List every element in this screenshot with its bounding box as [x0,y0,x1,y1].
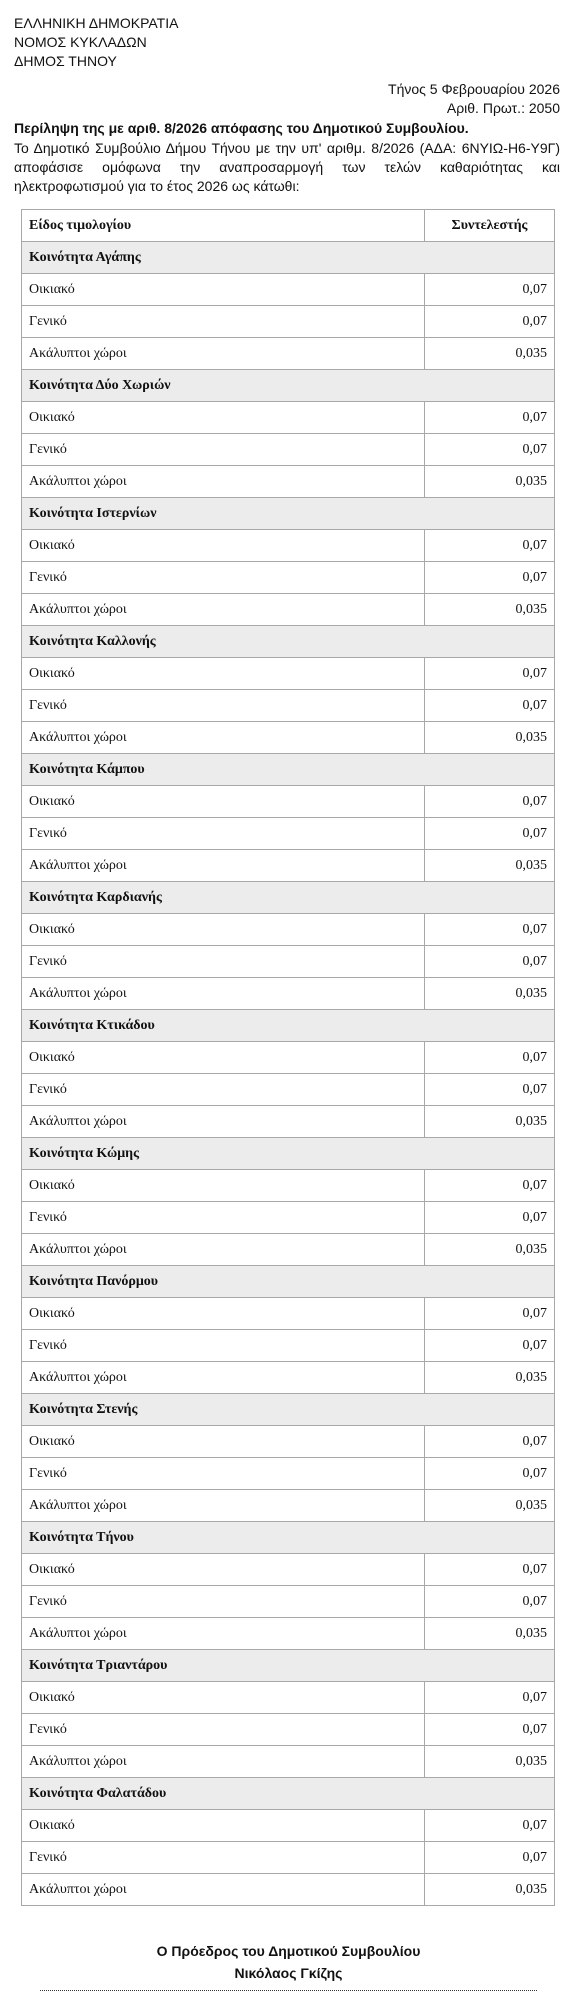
signatory-name: Νικόλαος Γκίζης [234,1965,343,1981]
community-name: Κοινότητα Αγάπης [22,242,555,274]
community-name: Κοινότητα Πανόρμου [22,1266,555,1298]
rate-cell: 0,07 [425,1074,555,1106]
tariff-type-cell: Γενικό [22,434,425,466]
rate-cell: 0,07 [425,1042,555,1074]
table-row [22,1458,555,1490]
table-row [22,594,555,626]
table-row [22,1618,555,1650]
header-line-prefecture: ΝΟΜΟΣ ΚΥΚΛΑΔΩΝ [14,34,147,50]
table-row [22,402,555,434]
table-row [22,978,555,1010]
table-row [22,1874,555,1906]
community-name: Κοινότητα Δύο Χωριών [22,370,555,402]
table-row [22,1074,555,1106]
table-row [22,1234,555,1266]
community-group-row [22,882,555,914]
tariff-type-cell: Ακάλυπτοι χώροι [22,594,425,626]
tariff-type-cell: Γενικό [22,1714,425,1746]
rate-cell: 0,07 [425,1330,555,1362]
table-row [22,1330,555,1362]
rate-cell: 0,07 [425,530,555,562]
tariff-type-cell: Ακάλυπτοι χώροι [22,1362,425,1394]
community-group-row [22,498,555,530]
tariff-type-cell: Οικιακό [22,1682,425,1714]
table-row [22,690,555,722]
rate-cell: 0,035 [425,1234,555,1266]
tariff-type-cell: Οικιακό [22,1554,425,1586]
community-name: Κοινότητα Καλλονής [22,626,555,658]
table-row [22,1298,555,1330]
rate-cell: 0,07 [425,1298,555,1330]
community-group-row [22,1778,555,1810]
tariff-type-cell: Γενικό [22,1458,425,1490]
community-group-row [22,370,555,402]
table-row [22,658,555,690]
table-row [22,1426,555,1458]
community-name: Κοινότητα Κτικάδου [22,1010,555,1042]
tariff-type-cell: Οικιακό [22,914,425,946]
table-row [22,1746,555,1778]
fees-table [21,209,555,1906]
rate-cell: 0,07 [425,1426,555,1458]
table-row [22,1170,555,1202]
rate-cell: 0,035 [425,1362,555,1394]
rate-cell: 0,07 [425,1586,555,1618]
rate-cell: 0,035 [425,722,555,754]
tariff-type-cell: Γενικό [22,1074,425,1106]
protocol-number: Αριθ. Πρωτ.: 2050 [446,100,560,116]
rate-cell: 0,07 [425,786,555,818]
rate-cell: 0,07 [425,1842,555,1874]
tariff-type-cell: Γενικό [22,690,425,722]
tariff-type-cell: Ακάλυπτοι χώροι [22,978,425,1010]
table-row [22,1106,555,1138]
tariff-type-cell: Ακάλυπτοι χώροι [22,1746,425,1778]
table-row [22,1202,555,1234]
community-name: Κοινότητα Τριαντάρου [22,1650,555,1682]
tariff-type-cell: Οικιακό [22,786,425,818]
community-group-row [22,1394,555,1426]
rate-cell: 0,07 [425,434,555,466]
tariff-type-cell: Ακάλυπτοι χώροι [22,850,425,882]
rate-cell: 0,035 [425,466,555,498]
decision-body-text: Το Δημοτικό Συμβούλιο Δήμου Τήνου με την υπ' αριθμ. 8/2026 (ΑΔΑ: 6ΝΥΙΩ-Η6-Υ9Γ) αποφάσισε ομόφωνα την αναπροσαρμογή των τελών καθαριότητας και ηλεκτροφωτισμού για το έτος 2026 ως κάτωθι: [14,140,560,194]
community-group-row [22,1138,555,1170]
tariff-type-cell: Ακάλυπτοι χώροι [22,1618,425,1650]
tariff-type-cell: Οικιακό [22,1426,425,1458]
community-name: Κοινότητα Κάμπου [22,754,555,786]
table-row [22,946,555,978]
tariff-type-cell: Γενικό [22,306,425,338]
summary-title: Περίληψη της με αριθ. 8/2026 απόφασης του Δημοτικού Συμβουλίου. [14,120,469,136]
table-row [22,818,555,850]
rate-cell: 0,07 [425,658,555,690]
community-name: Κοινότητα Καρδιανής [22,882,555,914]
rate-cell: 0,035 [425,338,555,370]
rate-cell: 0,07 [425,306,555,338]
table-row [22,1810,555,1842]
community-group-row [22,1522,555,1554]
table-row [22,1362,555,1394]
table-row [22,562,555,594]
community-group-row [22,1266,555,1298]
rate-cell: 0,07 [425,1458,555,1490]
rate-cell: 0,07 [425,402,555,434]
fees-table-body [22,242,555,1906]
rate-cell: 0,035 [425,1746,555,1778]
rate-cell: 0,035 [425,594,555,626]
tariff-type-cell: Οικιακό [22,274,425,306]
column-header-rate: Συντελεστής [425,210,555,242]
tariff-type-cell: Οικιακό [22,402,425,434]
tariff-type-cell: Οικιακό [22,1298,425,1330]
community-group-row [22,626,555,658]
tariff-type-cell: Οικιακό [22,1170,425,1202]
tariff-type-cell: Γενικό [22,1842,425,1874]
table-row [22,466,555,498]
table-row [22,434,555,466]
community-name: Κοινότητα Τήνου [22,1522,555,1554]
tariff-type-cell: Ακάλυπτοι χώροι [22,1234,425,1266]
rate-cell: 0,07 [425,274,555,306]
rate-cell: 0,035 [425,1106,555,1138]
signature-block [0,1940,577,1984]
tariff-type-cell: Γενικό [22,1202,425,1234]
tariff-type-cell: Γενικό [22,1586,425,1618]
community-name: Κοινότητα Στενής [22,1394,555,1426]
header-line-country: ΕΛΛΗΝΙΚΗ ΔΗΜΟΚΡΑΤΙΑ [14,15,179,31]
date-block [388,80,560,118]
tariff-type-cell: Ακάλυπτοι χώροι [22,1106,425,1138]
community-group-row [22,1010,555,1042]
document-date: Τήνος 5 Φεβρουαρίου 2026 [388,81,560,97]
tariff-type-cell: Οικιακό [22,1810,425,1842]
rate-cell: 0,035 [425,1618,555,1650]
rate-cell: 0,035 [425,850,555,882]
tariff-type-cell: Οικιακό [22,1042,425,1074]
table-row [22,786,555,818]
table-row [22,306,555,338]
tariff-type-cell: Γενικό [22,818,425,850]
issuer-header [14,14,178,71]
tariff-type-cell: Γενικό [22,562,425,594]
table-row [22,1554,555,1586]
table-row [22,722,555,754]
community-group-row [22,754,555,786]
column-header-type: Είδος τιμολογίου [22,210,425,242]
tariff-type-cell: Οικιακό [22,658,425,690]
table-row [22,530,555,562]
table-row [22,1842,555,1874]
table-row [22,914,555,946]
tariff-type-cell: Γενικό [22,1330,425,1362]
community-group-row [22,242,555,274]
tariff-type-cell: Ακάλυπτοι χώροι [22,722,425,754]
tariff-type-cell: Ακάλυπτοι χώροι [22,1490,425,1522]
rate-cell: 0,035 [425,1490,555,1522]
rate-cell: 0,07 [425,690,555,722]
rate-cell: 0,07 [425,1554,555,1586]
community-name: Κοινότητα Κώμης [22,1138,555,1170]
header-line-municipality: ΔΗΜΟΣ ΤΗΝΟΥ [14,53,117,69]
rate-cell: 0,07 [425,914,555,946]
rate-cell: 0,07 [425,1170,555,1202]
rate-cell: 0,07 [425,1714,555,1746]
table-header-row [22,210,555,242]
tariff-type-cell: Ακάλυπτοι χώροι [22,466,425,498]
signature-line [40,1990,537,1991]
rate-cell: 0,07 [425,1682,555,1714]
tariff-type-cell: Γενικό [22,946,425,978]
table-row [22,1042,555,1074]
rate-cell: 0,07 [425,562,555,594]
rate-cell: 0,07 [425,818,555,850]
rate-cell: 0,07 [425,1202,555,1234]
community-name: Κοινότητα Ιστερνίων [22,498,555,530]
table-row [22,1682,555,1714]
tariff-type-cell: Ακάλυπτοι χώροι [22,338,425,370]
tariff-type-cell: Οικιακό [22,530,425,562]
rate-cell: 0,035 [425,978,555,1010]
tariff-type-cell: Ακάλυπτοι χώροι [22,1874,425,1906]
table-row [22,274,555,306]
table-row [22,850,555,882]
table-row [22,1490,555,1522]
rate-cell: 0,035 [425,1874,555,1906]
community-group-row [22,1650,555,1682]
table-row [22,1586,555,1618]
table-row [22,338,555,370]
table-row [22,1714,555,1746]
rate-cell: 0,07 [425,1810,555,1842]
rate-cell: 0,07 [425,946,555,978]
signatory-title: Ο Πρόεδρος του Δημοτικού Συμβουλίου [156,1943,421,1959]
community-name: Κοινότητα Φαλατάδου [22,1778,555,1810]
